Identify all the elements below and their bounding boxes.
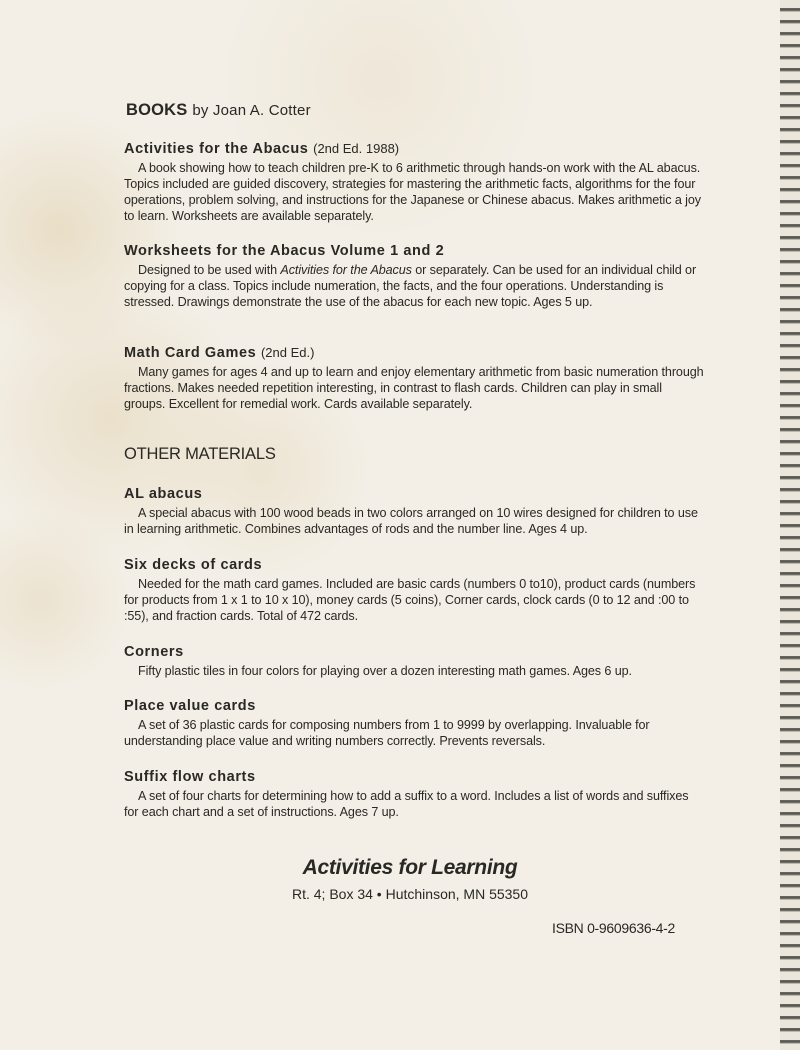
publisher-block [0,856,800,902]
book-activities-for-the-abacus [124,140,704,224]
isbn-number: ISBN 0-9609636-4-2 [552,920,676,936]
book-title [124,344,704,362]
material-description: A set of four charts for determining how to add a suffix to a word. Includes a list of words and suffixes for each chart and a set of instructions. Ages 7 up. [124,789,689,819]
material-place-value-cards [124,697,704,749]
description-italic-title: Activities for the Abacus [280,263,412,277]
book-description [124,262,704,310]
book-description: Many games for ages 4 and up to learn and enjoy elementary arithmetic from basic numeration through fractions. Makes needed repetition interesting, in contrast to flash cards. Children can play in small groups. Excellent for remedial work. Cards available separately. [124,365,704,411]
book-title-text: Math Card Games [124,345,257,361]
book-title-text: Activities for the Abacus [124,141,309,157]
other-materials-heading: OTHER MATERIALS [124,445,276,463]
book-edition: (2nd Ed. 1988) [313,141,400,156]
description-rest: or separately. Can be used for an individual child or copying for a class. Topics include numeration, the facts, and the four operations. Understanding is stressed. Drawings demonstrate the use of the abacus for each new topic. Ages 5 up. [124,263,697,309]
books-heading [126,101,311,120]
material-title: AL abacus [124,486,203,502]
books-heading-text: BOOKS [126,101,188,119]
material-title: Six decks of cards [124,557,263,573]
publisher-name: Activities for Learning [302,856,518,879]
material-description: A special abacus with 100 wood beads in two colors arranged on 10 wires designed for children to use in learning arithmetic. Combines advantages of rods and the number line. Ages 4 up. [124,506,698,536]
material-description: Fifty plastic tiles in four colors for playing over a dozen interesting math games. Ages 6 up. [138,664,632,678]
book-title [124,140,704,158]
material-al-abacus [124,485,704,537]
publisher-address: Rt. 4; Box 34 • Hutchinson, MN 55350 [291,886,529,902]
book-title-text: Worksheets for the Abacus Volume 1 and 2 [124,243,445,259]
book-worksheets-for-the-abacus [124,242,704,310]
material-title: Corners [124,644,184,660]
book-edition: (2nd Ed.) [260,345,315,360]
material-corners [124,643,704,679]
description-prefix: Designed to be used with [138,263,281,277]
book-description: A book showing how to teach children pre-K to 6 arithmetic through hands-on work with the AL abacus. Topics included are guided discovery, strategies for mastering the arithmetic facts, algorithms for the four operations, problem solving, and instructions for the Japanese or Chinese abacus. Makes arithmetic a joy to learn. Worksheets are available separately. [124,161,701,223]
book-math-card-games [124,344,704,412]
material-title: Place value cards [124,698,256,714]
material-title: Suffix flow charts [124,769,256,785]
books-byline: by Joan A. Cotter [192,102,311,119]
material-description: A set of 36 plastic cards for composing numbers from 1 to 9999 by overlapping. Invaluable for understanding place value and writing numbers correctly. Prevents reversals. [124,718,650,748]
material-description: Needed for the math card games. Included are basic cards (numbers 0 to10), product cards (numbers for products from 1 x 1 to 10 x 10), money cards (5 coins), Corner cards, clock cards (0 to 12 and :00 to :55), and fraction cards. Total of 472 cards. [124,577,696,623]
material-six-decks-of-cards [124,556,704,624]
material-suffix-flow-charts [124,768,704,820]
book-title [124,242,704,260]
